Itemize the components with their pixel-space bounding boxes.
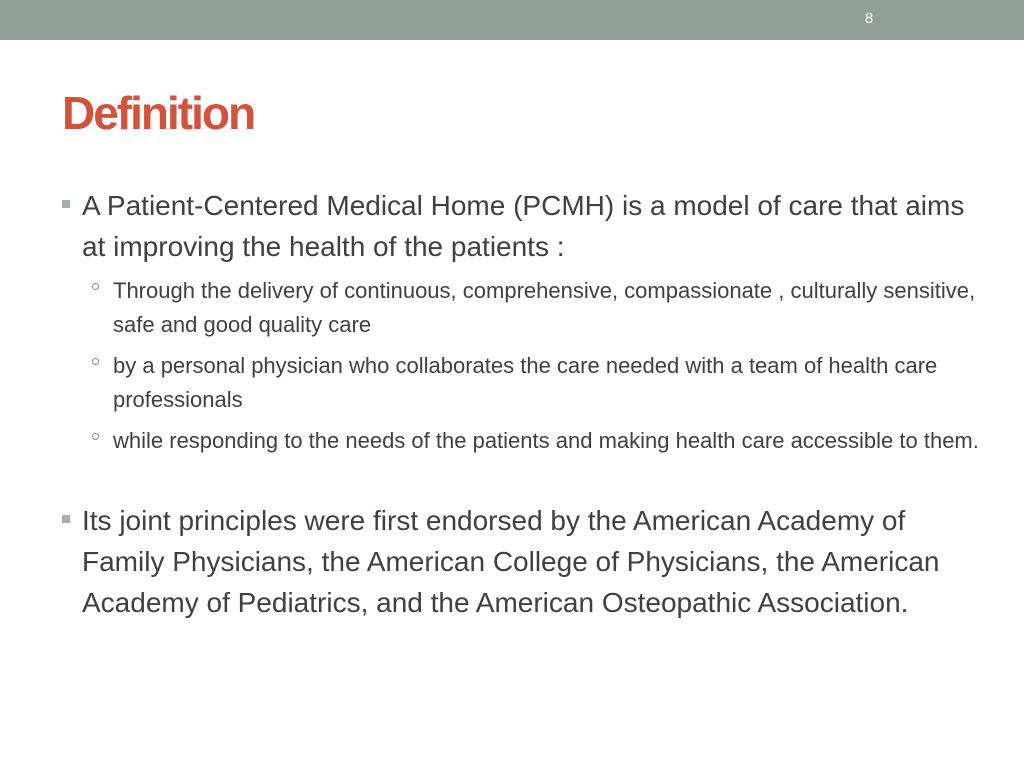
bullet-item-endorsement bbox=[82, 500, 982, 623]
bullet-text: Its joint principles were first endorsed by the American Academy of Family Physicians, the American College of Physicians, the American Academy of Pediatrics, and the American Osteopathic Association. bbox=[82, 505, 940, 618]
slide-title: Definition bbox=[62, 87, 255, 139]
header-bar bbox=[0, 0, 1024, 40]
circle-bullet-icon bbox=[92, 358, 99, 365]
sub-bullet-item-accessibility bbox=[113, 424, 983, 458]
square-bullet-icon bbox=[62, 200, 70, 208]
bullet-item-pcmh-definition bbox=[82, 185, 982, 267]
sub-bullet-text: by a personal physician who collaborates the care needed with a team of health care professionals bbox=[113, 353, 938, 412]
slide-number: 8 bbox=[864, 10, 874, 27]
sub-bullet-item-delivery bbox=[113, 274, 983, 342]
bullet-text: A Patient-Centered Medical Home (PCMH) is a model of care that aims at improving the health of the patients : bbox=[82, 190, 965, 262]
sub-bullet-text: while responding to the needs of the patients and making health care accessible to them. bbox=[113, 428, 979, 453]
circle-bullet-icon bbox=[92, 283, 99, 290]
square-bullet-icon bbox=[62, 515, 70, 523]
sub-bullet-item-physician bbox=[113, 349, 983, 417]
circle-bullet-icon bbox=[92, 433, 99, 440]
sub-bullet-text: Through the delivery of continuous, comprehensive, compassionate , culturally sensitive, safe and good quality care bbox=[113, 278, 976, 337]
